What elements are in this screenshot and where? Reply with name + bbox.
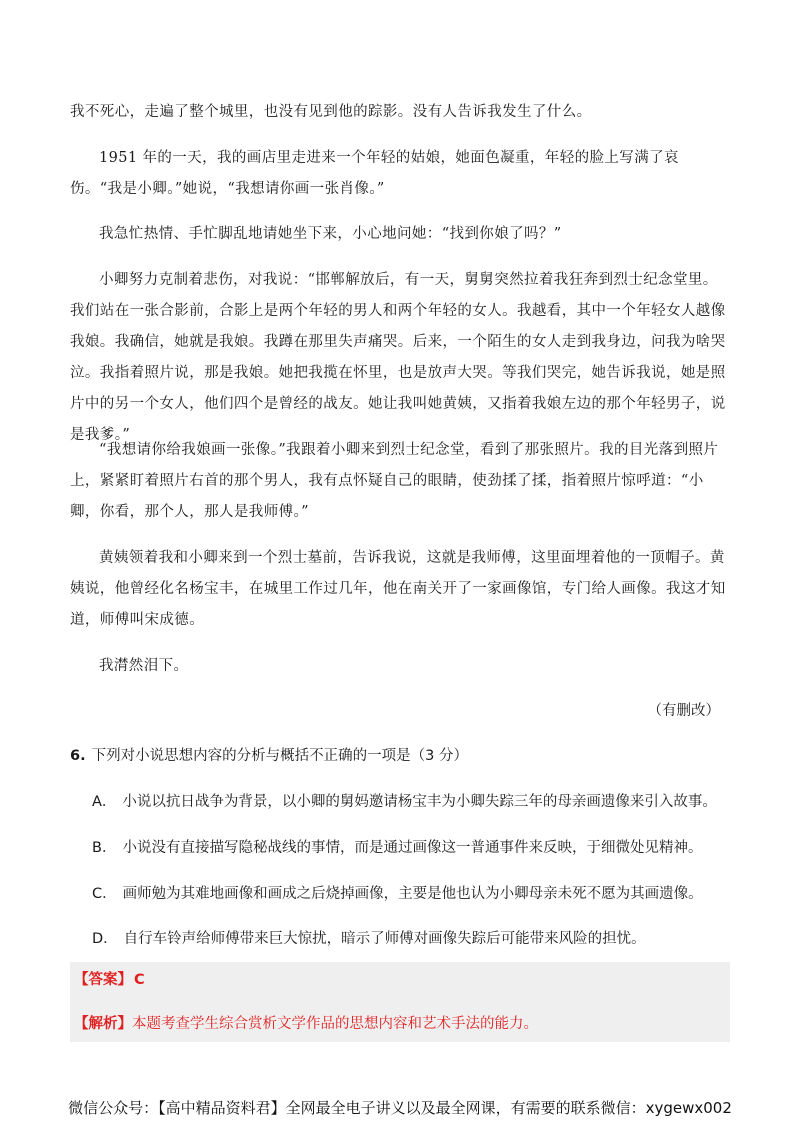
option-b: [92, 834, 732, 862]
option-text: 小说以抗日战争为背景，以小卿的舅妈邀请杨宝丰为小卿失踪三年的母亲画遗像来引入故事。: [122, 794, 717, 810]
analysis-tag: 【解析】: [74, 1016, 132, 1032]
story-paragraph-1: 我不死心，走遍了整个城里，也没有见到他的踪影。没有人告诉我发生了什么。: [70, 104, 592, 120]
option-d: [92, 925, 732, 953]
analysis-line: [74, 1010, 538, 1038]
answer-box: [70, 962, 730, 1042]
question-number: 6.: [70, 748, 86, 764]
option-text: 画师勉为其难地画像和画成之后烧掉画像，主要是他也认为小卿母亲未死不愿为其画遗像。: [122, 886, 703, 902]
question-stem: [70, 742, 730, 770]
question-text: 下列对小说思想内容的分析与概括不正确的一项是（3 分）: [91, 748, 468, 764]
option-a: [92, 788, 732, 816]
story-paragraph-6: 黄姨领着我和小卿来到一个烈士墓前，告诉我说，这就是我师傅，这里面埋着他的一顶帽子。黄姨说，他曾经化名杨宝丰，在城里工作过几年，他在南关开了一家画像馆，专门给人画像。我这才知道，师傅叫宋成德。: [70, 550, 726, 628]
option-letter: A．: [92, 794, 117, 810]
source-credit: （有删改）: [647, 703, 720, 719]
option-letter: B．: [92, 840, 117, 856]
answer-tag: 【答案】: [74, 972, 132, 988]
answer-value: C: [134, 972, 145, 988]
story-paragraph-4: 小卿努力克制着悲伤，对我说：“邯郸解放后，有一天，舅舅突然拉着我狂奔到烈士纪念堂里。我们站在一张合影前，合影上是两个年轻的男人和两个年轻的女人。我越看，其中一个年轻女人越像我娘。我确信，她就是我娘。我蹲在那里失声痛哭。后来，一个陌生的女人走到我身边，问我为啥哭泣。我指着照片说，那是我娘。她把我揽在怀里，也是放声大哭。等我们哭完，她告诉我说，她是照片中的另一个女人，他们四个是曾经的战友。她让我叫她黄姨，又指着我娘左边的那个年轻男子，说是我爹。”: [70, 272, 726, 443]
answer-line: [74, 966, 145, 994]
option-letter: C．: [92, 886, 117, 902]
story-paragraph-3: 我急忙热情、手忙脚乱地请她坐下来，小心地问她：“找到你娘了吗？”: [99, 226, 562, 242]
option-c: [92, 880, 732, 908]
story-paragraph-5: “我想请你给我娘画一张像。”我跟着小卿来到烈士纪念堂，看到了那张照片。我的目光落到照片上，紧紧盯着照片右首的那个男人，我有点怀疑自己的眼睛，使劲揉了揉，指着照片惊呼道：“小卿，你看，那个人，那人是我师傅。”: [70, 442, 719, 520]
option-text: 小说没有直接描写隐秘战线的事情，而是通过画像这一普通事件来反映，于细微处见精神。: [122, 840, 703, 856]
story-paragraph-2: 1951 年的一天，我的画店里走进来一个年轻的姑娘，她面色凝重，年轻的脸上写满了哀伤。“我是小卿。”她说，“我想请你画一张肖像。”: [70, 150, 679, 197]
story-paragraph-7: 我潸然泪下。: [99, 658, 189, 674]
footer-watermark-text: 微信公众号：【高中精品资料君】全网最全电子讲义以及最全网课，有需要的联系微信：xygewx002: [68, 1099, 732, 1117]
option-letter: D．: [92, 931, 118, 947]
analysis-text: 本题考查学生综合赏析文学作品的思想内容和艺术手法的能力。: [132, 1016, 538, 1032]
option-text: 自行车铃声给师傅带来巨大惊扰，暗示了师傅对画像失踪后可能带来风险的担忧。: [123, 931, 646, 947]
